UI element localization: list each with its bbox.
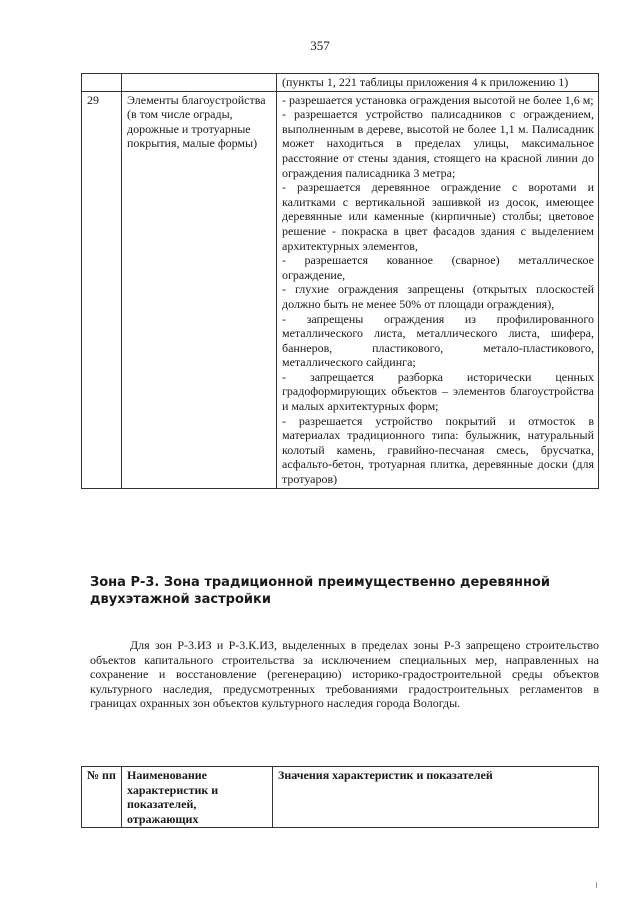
table-row [82, 74, 599, 92]
row-requirements [277, 91, 599, 488]
scan-mark [596, 882, 597, 888]
requirement-item: - разрешается устройство палисадников с ограждением, выполненным в дереве, высотой не более 1,1 м. Палисадник может находиться в пределах улицы, максимальное расстояние от стены здания, стоящего на красной линии до ограждения палисадника 3 метра; [282, 107, 594, 180]
characteristics-table [81, 766, 599, 828]
requirement-item: - запрещается разборка исторически ценных градоформирующих объектов – элементов благоустройства и малых архитектурных форм; [282, 369, 594, 414]
header-number: № пп [82, 767, 122, 828]
requirements-table-continued [81, 73, 599, 489]
section-heading: Зона Р-3. Зона традиционной преимущественно деревянной двухэтажной застройки [90, 575, 550, 607]
table-cell-empty [122, 74, 277, 92]
row-name: Элементы благоустройства (в том числе ограды, дорожные и тротуарные покрытия, малые формы) [122, 91, 277, 488]
section-paragraph: Для зон Р-3.ИЗ и Р-3.К.ИЗ, выделенных в пределах зоны Р-3 запрещено строительство объектов капитального строительства за исключением специальных мер, направленных на сохранение и восстановление (регенерацию) историко-градостроительной среды объектов культурного наследия, предусмотренных требованиями градостроительных регламентов в границах охранных зон объектов культурного наследия города Вологды. [90, 638, 599, 710]
requirement-item: - разрешается устройство покрытий и отмосток в материалах традиционного типа: булыжник, натуральный колотый камень, гравийно-песчаная смесь, брусчатка, асфальто-бетон, тротуарная плитка, деревянные доски (для тротуаров) [282, 413, 594, 487]
header-values: Значения характеристик и показателей [273, 767, 599, 828]
table-cell-empty [82, 74, 122, 92]
requirement-item: - разрешается установка ограждения высотой не более 1,6 м; [282, 92, 594, 107]
page-number: 357 [310, 38, 330, 53]
requirement-item: - запрещены ограждения из профилированного металлического листа, металлического листа, шифера, баннеров, пластикового, метало-пластикового, металлического сайдинга; [282, 311, 594, 370]
header-name: Наименование характеристик и показателей, отражающих [122, 767, 273, 828]
requirement-item: - глухие ограждения запрещены (открытых плоскостей должно быть не менее 50% от площади ограждения), [282, 282, 594, 311]
requirement-item: - разрешается деревянное ограждение с воротами и калитками с вертикальной зашивкой из досок, имеющее деревянные или каменные (кирпичные) столбы; цветовое решение - покраска в цвет фасадов здания с выделением архитектурных элементов, [282, 180, 594, 253]
requirement-item: - разрешается кованное (сварное) металлическое ограждение, [282, 253, 594, 282]
continuation-text: (пункты 1, 221 таблицы приложения 4 к приложению 1) [277, 74, 599, 92]
table-header-row [82, 767, 599, 828]
row-number: 29 [82, 91, 122, 488]
table-row [82, 91, 599, 488]
